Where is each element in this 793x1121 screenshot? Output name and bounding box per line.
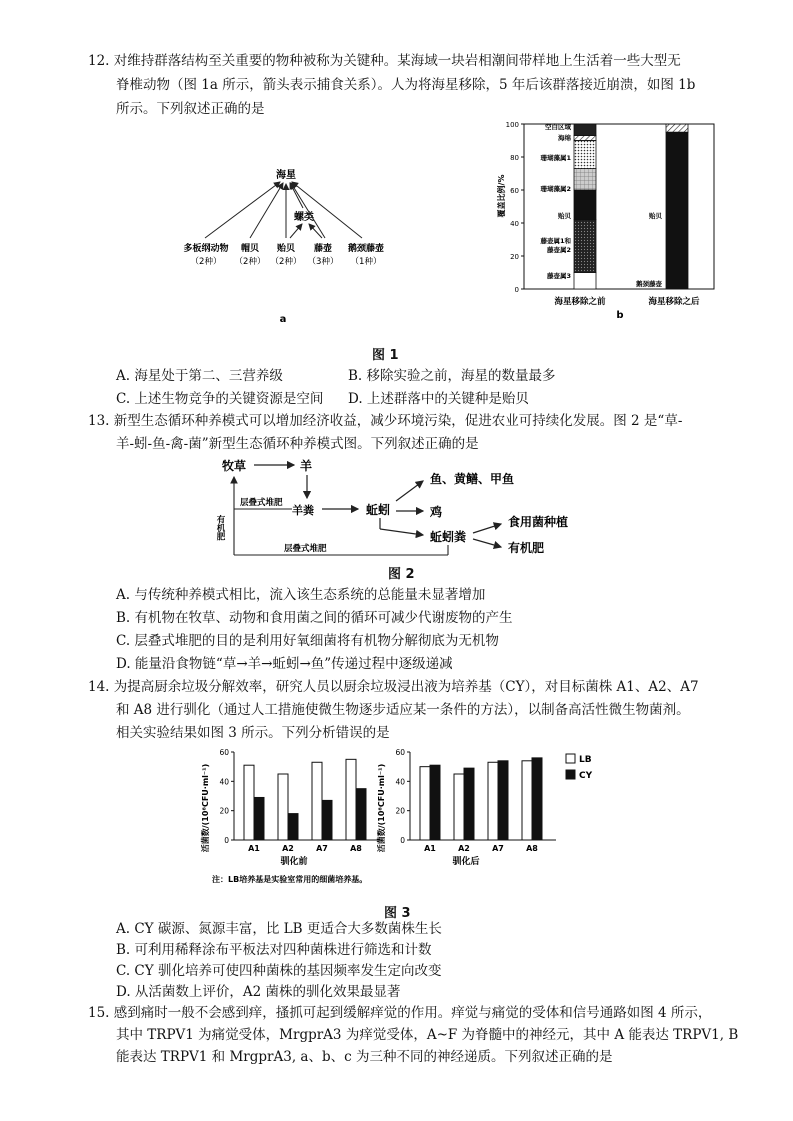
node-mussel: 贻贝 [276, 244, 296, 254]
figure-3-xtick-label: A7 [316, 844, 328, 853]
figure-3-ytick-label: 60 [395, 748, 405, 757]
figure-3-ytick-label: 0 [224, 836, 229, 845]
label-compost-2: 层叠式堆肥 [284, 544, 327, 554]
figure-3-xtick-label: A8 [526, 844, 538, 853]
figure-1b-segment-label: 空白区域 [545, 123, 571, 131]
node-fish: 鱼、黄鳝、甲鱼 [430, 472, 515, 486]
figure-1a-label: a [279, 314, 287, 325]
node-organic: 有机肥 [508, 541, 545, 555]
q14-option-c[interactable]: C. CY 驯化培养可使四种菌株的基因频率发生定向改变 [116, 963, 442, 979]
figure-1b-segment-label: 珊瑚藻属2 [540, 185, 571, 193]
node-snail: 螺类 [294, 212, 314, 223]
figure-1b-bar-segment [574, 124, 596, 136]
q15-line2: 其中 TRPV1 为痛觉受体，MrgprA3 为痒觉受体，A~F 为脊髓中的神经元，其中 A 能表达 TRPV1, B [116, 1027, 739, 1043]
node-sheep-dung: 羊粪 [292, 504, 314, 517]
node-worm-dung: 蚯蚓粪 [430, 530, 467, 544]
q14-line1: 14. 为提高厨余垃圾分解效率，研究人员以厨余垃圾浸出液为培养基（CY），对目标菌株 A1、A2、A7 [88, 679, 699, 695]
arrow-mussel-snail [290, 224, 302, 238]
figure-3-ytick-label: 20 [219, 806, 229, 816]
node-chiton: 多板纲动物 [183, 244, 229, 254]
q14-option-a[interactable]: A. CY 碳源、氮源丰富，比 LB 更适合大多数菌株生长 [116, 921, 442, 937]
figure-3-note: 注：LB培养基是实验室常用的细菌培养基。 [212, 875, 368, 884]
figure-1b-segment-label: 藤壶属2 [546, 246, 571, 254]
q13-line2: 羊-蚓-鱼-禽-菌”新型生态循环种养模式图。下列叙述正确的是 [116, 436, 479, 452]
q12-option-a[interactable]: A. 海星处于第二、三营养级 [116, 368, 283, 384]
q15-line3: 能表达 TRPV1 和 MrgprA3, a、b、c 为三种不同的神经递质。下列叙述正确的是 [116, 1049, 613, 1065]
figure-3-bar-lb [244, 765, 254, 840]
node-limpet-count: （2种） [234, 257, 266, 267]
figure-1b-segment-label: 藤壶属1和 [540, 237, 571, 245]
figure-3-bar-lb [420, 767, 430, 840]
q12-line1: 12. 对维持群落结构至关重要的物种被称为关键种。某海域一块岩相潮间带样地上生活着一些大型无 [88, 53, 681, 69]
node-mussel-count: （2种） [270, 257, 302, 267]
q15-line1: 15. 感到痛时一般不会感到痒，搔抓可起到缓解痒觉的作用。痒觉与痛觉的受体和信号通路如图 4 所示， [88, 1005, 712, 1021]
figure-3-ytick-label: 40 [395, 777, 405, 787]
figure-1b-ytick-label: 0 [514, 286, 519, 294]
node-fungi: 食用菌种植 [508, 515, 569, 529]
arrow-snail-starfish [290, 183, 303, 208]
figure-1b-ytick-label: 20 [510, 253, 519, 261]
node-sheep: 羊 [300, 459, 313, 473]
legend-cy-label: CY [579, 771, 593, 781]
figure-1b-bar-segment [574, 190, 596, 220]
q12-line3: 所示。下列叙述正确的是 [116, 101, 265, 117]
figure-3-bar-lb [312, 762, 322, 840]
arrow-worm-fish [396, 481, 423, 501]
q13-option-d[interactable]: D. 能量沿食物链“草→羊→蚯蚓→鱼”传递过程中逐级递减 [116, 656, 453, 672]
arrow-wormdung-organic [473, 539, 501, 547]
figure-1b-bar-segment [574, 220, 596, 273]
figure-3-bar-cy [254, 797, 264, 840]
figure-1b-ytick-label: 60 [510, 187, 519, 195]
figure-1b-bar-segment [574, 141, 596, 169]
q13-option-b[interactable]: B. 有机物在牧草、动物和食用菌之间的循环可减少代谢废物的产生 [116, 610, 513, 626]
figure-1b-bar-segment [574, 273, 596, 290]
figure-1b-bar-segment [666, 124, 688, 132]
arrow-worm-dung [380, 529, 423, 535]
q13-option-a[interactable]: A. 与传统种养模式相比，流入该生态系统的总能量未显著增加 [116, 587, 486, 603]
figure-2-caption: 图 2 [388, 567, 415, 582]
figure-3-bar-lb [488, 762, 498, 840]
figure-3-xtick-label: A2 [458, 844, 470, 853]
figure-1b-segment-label: 海绵 [558, 134, 571, 142]
figure-3-xtick-label: A1 [424, 844, 436, 853]
figure-1b-segment-label: 鹅颈藤壶 [636, 280, 662, 288]
figure-2-diagram [215, 455, 588, 565]
figure-1a-food-web [170, 160, 410, 325]
node-barnacle-count: （3种） [307, 257, 339, 267]
figure-1b-ylabel: 覆盖比例/% [497, 174, 506, 218]
node-barnacle: 藤壶 [313, 244, 333, 254]
q12-option-c[interactable]: C. 上述生物竞争的关键资源是空间 [116, 391, 324, 407]
figure-1b-segment-label: 珊瑚藻属1 [540, 154, 571, 162]
figure-3-bar-cy [498, 761, 508, 840]
label-compost-1: 层叠式堆肥 [240, 498, 283, 508]
q14-option-b[interactable]: B. 可利用稀释涂布平板法对四种菌株进行筛选和计数 [116, 942, 432, 958]
figure-3-ylabel-left: 活菌数/(10⁸CFU·ml⁻¹) [201, 763, 210, 853]
arrow-barnacle-snail [309, 224, 322, 238]
figure-3-ytick-label: 0 [400, 836, 405, 845]
figure-3-xtick-label: A8 [350, 844, 362, 853]
figure-3-bar-cy [532, 758, 542, 840]
figure-3-bar-cy [464, 768, 474, 840]
figure-1b-bar-segment [574, 136, 596, 141]
arrow-barnacle-starfish [291, 183, 325, 238]
figure-3-bar-cy [322, 800, 332, 840]
figure-1b-bar-segment [666, 132, 688, 289]
node-chicken: 鸡 [430, 505, 443, 519]
figure-1b-label: b [616, 310, 624, 321]
legend-lb-swatch [566, 754, 575, 763]
figure-1b-segment-label: 贻贝 [649, 212, 662, 220]
figure-3-right-label: 驯化后 [452, 857, 480, 867]
figure-3-xtick-label: A7 [492, 844, 504, 853]
figure-1b-xcat-after: 海星移除之后 [648, 297, 700, 307]
arrow-limpet-starfish [250, 183, 283, 238]
q13-option-c[interactable]: C. 层叠式堆肥的目的是利用好氧细菌将有机物分解彻底为无机物 [116, 633, 499, 649]
figure-3-bar-cy [430, 765, 440, 840]
figure-1b-segment-label: 藤壶属3 [546, 272, 571, 280]
figure-3-ylabel-right: 活菌数/(10⁸CFU·ml⁻¹) [377, 763, 386, 853]
q14-line3: 相关实验结果如图 3 所示。下列分析错误的是 [116, 725, 390, 741]
legend-lb-label: LB [579, 755, 592, 765]
q14-option-d[interactable]: D. 从活菌数上评价，A2 菌株的驯化效果最显著 [116, 984, 401, 1000]
figure-3-xtick-label: A1 [248, 844, 260, 853]
node-grass: 牧草 [222, 459, 247, 473]
figure-3-bar-cy [356, 789, 366, 840]
arrow-wormdung-fungi [473, 524, 501, 533]
figure-3-xtick-label: A2 [282, 844, 294, 853]
figure-1b-bar-segment [574, 169, 596, 190]
figure-3-bar-lb [278, 774, 288, 840]
figure-1b-ytick-label: 100 [505, 121, 519, 129]
node-worm: 蚯蚓 [366, 503, 391, 517]
node-gooseneck: 鹅颈藤壶 [347, 244, 385, 254]
q14-line2: 和 A8 进行驯化（通过人工措施使微生物逐步适应某一条件的方法），以制备高活性微生物菌剂。 [116, 702, 690, 718]
figure-3-ytick-label: 40 [219, 777, 229, 787]
figure-1b-ytick-label: 80 [510, 154, 519, 162]
figure-3-left-label: 驯化前 [280, 857, 308, 867]
figure-3-bar-lb [454, 774, 464, 840]
figure-3-bar-cy [288, 814, 298, 840]
q12-option-d[interactable]: D. 上述群落中的关键种是贻贝 [348, 391, 529, 407]
label-organic-side: 有机肥 [215, 515, 225, 541]
arrow-gooseneck-starfish [292, 182, 362, 238]
figure-1b-chart [496, 116, 716, 322]
arrow-chiton-starfish [205, 182, 280, 238]
node-chiton-count: （2种） [190, 257, 222, 267]
figure-1b-segment-label: 贻贝 [558, 212, 571, 220]
node-gooseneck-count: （1种） [350, 257, 382, 267]
figure-1b-ytick-label: 40 [510, 220, 519, 228]
figure-3-bar-lb [522, 761, 532, 840]
figure-3-charts [196, 748, 596, 888]
q12-line2: 脊椎动物（图 1a 所示，箭头表示捕食关系）。人为将海星移除，5 年后该群落接近崩溃，如图 1b [116, 77, 696, 93]
figure-3-caption: 图 3 [384, 906, 411, 921]
q12-option-b[interactable]: B. 移除实验之前，海星的数量最多 [348, 368, 556, 384]
node-starfish: 海星 [276, 170, 296, 181]
figure-1b-xcat-before: 海星移除之前 [554, 297, 606, 307]
figure-3-ytick-label: 20 [395, 806, 405, 816]
figure-3-ytick-label: 60 [219, 748, 229, 757]
figure-1-caption: 图 1 [372, 348, 399, 363]
figure-3-bar-lb [346, 759, 356, 840]
q13-line1: 13. 新型生态循环种养模式可以增加经济收益，减少环境污染，促进农业可持续化发展。图 2 是“草- [88, 413, 683, 429]
legend-cy-swatch [566, 770, 575, 779]
node-limpet: 帽贝 [240, 244, 260, 254]
